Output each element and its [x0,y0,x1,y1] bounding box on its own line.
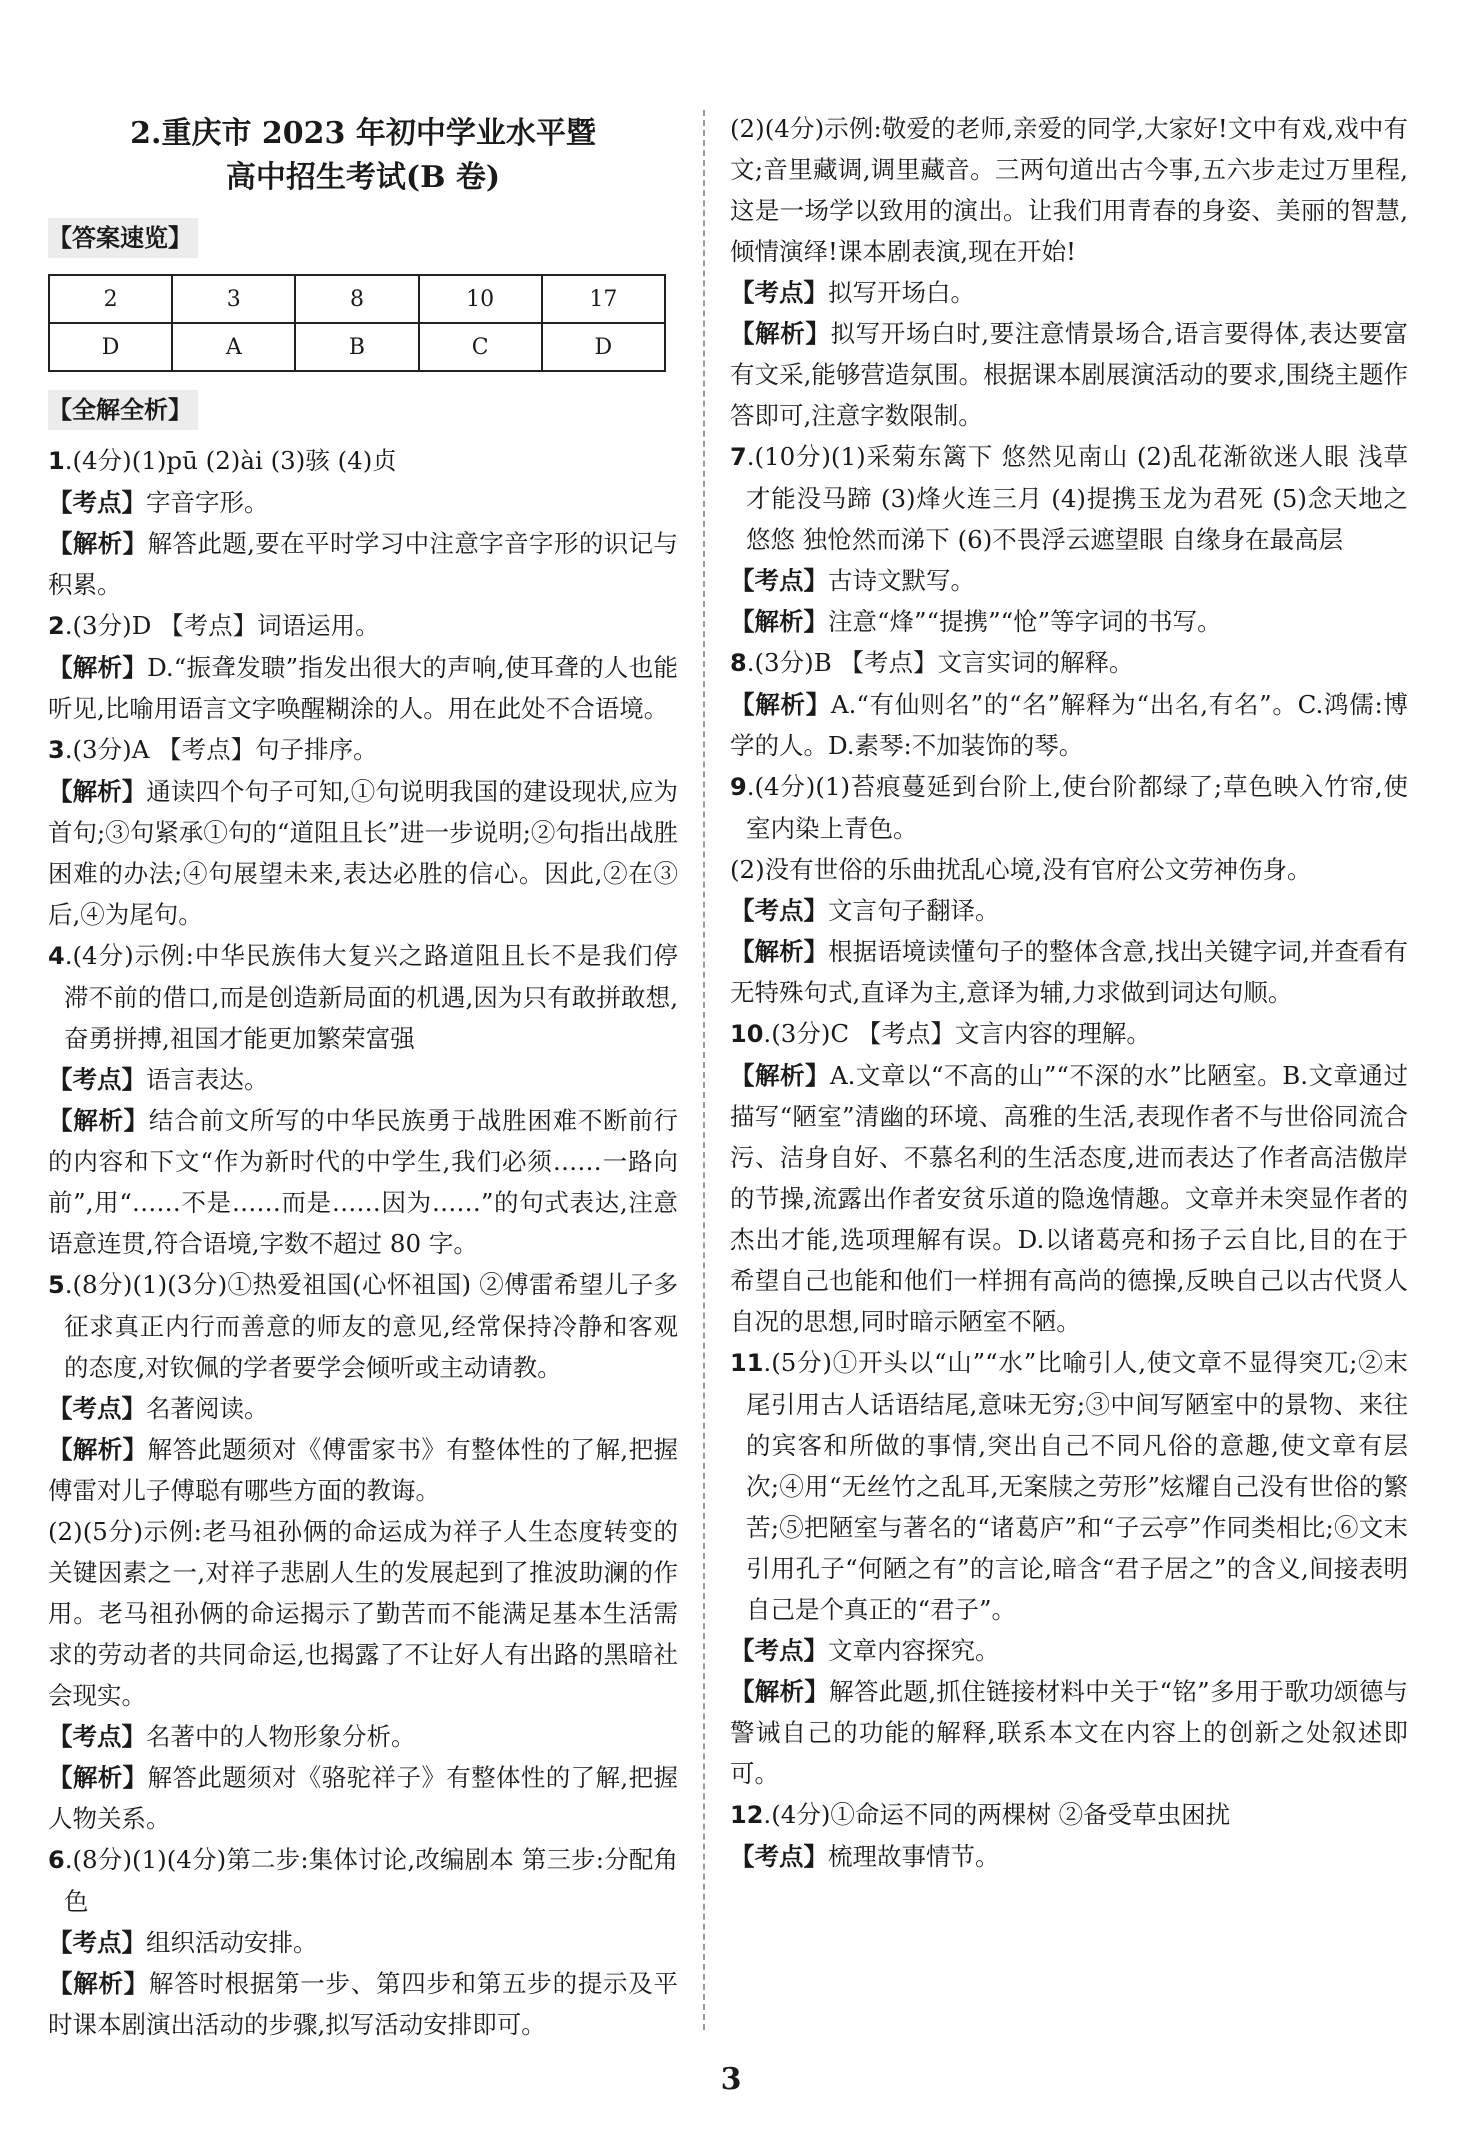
question-number: 8 [730,649,747,677]
paragraph [48,1388,678,1429]
paragraph-text: .(4分)(1)pū (2)ài (3)骇 (4)贞 [64,446,397,475]
paragraph [730,1836,1408,1877]
paragraph-text: 名著中的人物形象分析。 [146,1722,416,1751]
answer-key-answers-row [49,323,665,371]
label-tag: 【考点】 [48,1394,146,1423]
paragraph-text: 解答此题,抓住链接材料中关于“铭”多用于歌功颂德与警诫自己的功能的解释,联系本文在内容上的创新之处叙述即可。 [730,1677,1408,1788]
paragraph-text: 解答此题须对《傅雷家书》有整体性的了解,把握傅雷对儿子傅聪有哪些方面的教诲。 [48,1435,678,1505]
paragraph-text: 根据语境读懂句子的整体含意,找出关键字词,并查看有无特殊句式,直译为主,意译为辅,力求做到词达句顺。 [730,937,1409,1007]
paragraph [48,1716,678,1757]
paragraph [48,1059,678,1100]
paragraph-text: 文言句子翻译。 [828,896,1000,925]
paragraph-text: 语言表达。 [146,1065,269,1094]
paragraph-text: 古诗文默写。 [828,566,975,595]
column-divider [703,110,705,2030]
paragraph [730,436,1408,560]
paragraph [730,684,1408,766]
label-tag: 【解析】 [48,1969,149,1998]
paragraph [48,1100,678,1264]
label-tag: 【解析】 [730,1677,830,1706]
answer-key-number: 17 [542,275,665,323]
paragraph [730,849,1408,890]
label-tag: 【解析】 [48,1763,148,1792]
label-tag: 【考点】 [48,488,146,517]
paragraph-text: 文章内容探究。 [828,1636,1000,1665]
label-tag: 【解析】 [730,607,828,636]
answer-key-number: 3 [172,275,295,323]
paragraph [730,766,1408,849]
paragraph [730,890,1408,931]
paragraph [48,1264,678,1388]
paragraph-text: 结合前文所写的中华民族勇于战胜困难不断前行的内容和下文“作为新时代的中学生,我们必须……一路向前”,用“……不是……而是……因为……”的句式表达,注意语意连贯,符合语境,字数不超过 80 字。 [48,1106,679,1258]
paragraph [730,108,1408,272]
paragraph-text: .(10分)(1)采菊东篱下 悠然见南山 (2)乱花渐欲迷人眼 浅草才能没马蹄 (3)烽火连三月 (4)提携玉龙为君死 (5)念天地之悠悠 独怆然而涕下 (6)不畏浮云遮望眼 自缘身在最高层 [746,442,1408,554]
label-tag: 【解析】 [48,1106,149,1135]
label-tag: 【考点】 [730,278,828,307]
paragraph [48,605,678,647]
answer-key-answer: D [542,323,665,371]
paragraph [48,729,678,771]
paragraph-text: .(8分)(1)(3分)①热爱祖国(心怀祖国) ②傅雷希望儿子多征求真正内行而善意的师友的意见,经常保持冷静和客观的态度,对钦佩的学者要学会倾听或主动请教。 [64,1270,678,1382]
paragraph-text: 梳理故事情节。 [828,1842,1000,1871]
full-analysis-heading: 【全解全析】 [48,390,198,430]
page-title-line2: 高中招生考试(B 卷) [225,160,501,195]
answer-key-table [48,274,666,372]
label-tag: 【考点】 [730,896,828,925]
answer-key-answer: D [49,323,172,371]
question-number: 1 [48,447,65,475]
answer-key-answer: A [172,323,295,371]
paragraph [730,1013,1408,1055]
paragraph-text: .(4分)示例:中华民族伟大复兴之路道阻且长不是我们停滞不前的借口,而是创造新局面的机遇,因为只有敢拼敢想,奋勇拼搏,祖国才能更加繁荣富强 [64,941,678,1053]
label-tag: 【解析】 [730,690,831,719]
paragraph [48,935,678,1059]
paragraph-text: (2)没有世俗的乐曲扰乱心境,没有官府公文劳神伤身。 [730,855,1312,884]
paragraph [730,1630,1408,1671]
answer-key-number: 8 [295,275,418,323]
paragraph-text: .(8分)(1)(4分)第二步:集体讨论,改编剧本 第三步:分配角色 [64,1845,678,1916]
question-number: 4 [48,942,65,970]
paragraph-text: .(3分)A 【考点】句子排序。 [64,735,378,764]
question-number: 12 [730,1801,764,1829]
answer-key-heading: 【答案速览】 [48,218,198,258]
paragraph [48,440,678,482]
paragraph-text: (2)(4分)示例:敬爱的老师,亲爱的同学,大家好!文中有戏,戏中有文;音里藏调,调里藏音。三两句道出古今事,五六步走过万里程,这是一场学以致用的演出。让我们用青春的身姿、美丽的智慧,倾情演绎!课本剧表演,现在开始! [730,114,1408,266]
paragraph-text: .(3分)C 【考点】文言内容的理解。 [763,1019,1151,1048]
paragraph [730,313,1408,436]
paragraph [730,272,1408,313]
paragraph [48,482,678,523]
paragraph-text: .(4分)①命运不同的两棵树 ②备受草虫困扰 [763,1800,1231,1829]
left-body [48,440,678,2045]
page-title-line1: 2.重庆市 2023 年初中学业水平暨 [130,116,596,151]
label-tag: 【考点】 [730,1842,828,1871]
page-number: 3 [720,2062,742,2097]
paragraph [730,560,1408,601]
label-tag: 【考点】 [48,1065,146,1094]
paragraph-text: 字音字形。 [146,488,269,517]
label-tag: 【解析】 [48,529,148,558]
left-column [48,112,678,2045]
paragraph [730,1342,1408,1630]
paragraph [730,642,1408,684]
paragraph [730,931,1408,1013]
question-number: 9 [730,773,747,801]
paragraph-text: 解答此题,要在平时学习中注意字音字形的识记与积累。 [48,529,678,599]
paragraph [730,1055,1408,1342]
paragraph [48,1511,678,1716]
question-number: 7 [730,443,747,471]
question-number: 2 [48,612,65,640]
paragraph-text: 注意“烽”“提携”“怆”等字词的书写。 [828,607,1222,636]
paragraph [48,523,678,605]
label-tag: 【解析】 [48,1435,148,1464]
answer-key-number: 10 [419,275,542,323]
paragraph-text: 通读四个句子可知,①句说明我国的建设现状,应为首句;③句紧承①句的“道阻且长”进一步说明;②句指出战胜困难的办法;④句展望未来,表达必胜的信心。因此,②在③后,④为尾句。 [48,777,678,929]
paragraph [48,1757,678,1839]
right-body [730,108,1408,1877]
question-number: 3 [48,736,65,764]
question-number: 5 [48,1271,65,1299]
paragraph-text: (2)(5分)示例:老马祖孙俩的命运成为祥子人生态度转变的关键因素之一,对祥子悲剧人生的发展起到了推波助澜的作用。老马祖孙俩的命运揭示了勤苦而不能满足基本生活需求的劳动者的共同命运,也揭露了不让好人有出路的黑暗社会现实。 [48,1517,678,1710]
answer-key-numbers-row [49,275,665,323]
question-number: 11 [730,1349,764,1377]
label-tag: 【考点】 [48,1722,146,1751]
answer-key-answer: B [295,323,418,371]
paragraph-text: 组织活动安排。 [146,1928,318,1957]
paragraph-text: 名著阅读。 [146,1394,269,1423]
paragraph-text: 解答此题须对《骆驼祥子》有整体性的了解,把握人物关系。 [48,1763,678,1833]
paragraph [730,601,1408,642]
paragraph-text: A.“有仙则名”的“名”解释为“出名,有名”。C.鸿儒:博学的人。D.素琴:不加装饰的琴。 [730,690,1408,760]
label-tag: 【解析】 [730,1061,830,1090]
paragraph-text: .(4分)(1)苔痕蔓延到台阶上,使台阶都绿了;草色映入竹帘,使室内染上青色。 [746,772,1408,843]
question-number: 6 [48,1846,65,1874]
paragraph-text: 拟写开场白时,要注意情景场合,语言要得体,表达要富有文采,能够营造氛围。根据课本剧展演活动的要求,围绕主题作答即可,注意字数限制。 [730,319,1408,430]
paragraph-text: 解答时根据第一步、第四步和第五步的提示及平时课本剧演出活动的步骤,拟写活动安排即可。 [48,1969,679,2039]
label-tag: 【解析】 [730,319,831,348]
paragraph [48,647,678,729]
paragraph-text: A.文章以“不高的山”“不深的水”比陋室。B.文章通过描写“陋室”清幽的环境、高雅的生活,表现作者不与世俗同流合污、洁身自好、不慕名利的生活态度,进而表达了作者高洁傲岸的节操,流露出作者安贫乐道的隐逸情趣。文章并未突显作者的杰出才能,选项理解有误。D.以诸葛亮和扬子云自比,目的在于希望自己也能和他们一样拥有高尚的德操,反映自己以古代贤人自况的思想,同时暗示陋室不陋。 [730,1061,1409,1336]
label-tag: 【解析】 [48,653,148,682]
question-number: 10 [730,1020,764,1048]
paragraph-text: .(3分)D 【考点】词语运用。 [64,611,380,640]
paragraph [48,1839,678,1922]
label-tag: 【解析】 [730,937,829,966]
paragraph-text: .(3分)B 【考点】文言实词的解释。 [746,648,1134,677]
paragraph [48,1922,678,1963]
label-tag: 【考点】 [730,566,828,595]
right-column [730,108,1408,1877]
label-tag: 【考点】 [730,1636,828,1665]
paragraph [48,771,678,935]
paragraph-text: .(5分)①开头以“山”“水”比喻引人,使文章不显得突兀;②末尾引用古人话语结尾,意味无穷;③中间写陋室中的景物、来往的宾客和所做的事情,突出自己不同凡俗的意趣,使文章有层次;④用“无丝竹之乱耳,无案牍之劳形”炫耀自己没有世俗的繁苦;⑤把陋室与著名的“诸葛庐”和“子云亭”作同类相比;⑥文末引用孔子“何陋之有”的言论,暗含“君子居之”的含义,间接表明自己是个真正的“君子”。 [746,1348,1408,1624]
paragraph-text: 拟写开场白。 [828,278,975,307]
paragraph [730,1794,1408,1836]
answer-key-answer: C [419,323,542,371]
paragraph [730,1671,1408,1794]
paragraph [48,1963,678,2045]
paragraph [48,1429,678,1511]
answer-key-number: 2 [49,275,172,323]
paragraph-text: D.“振聋发聩”指发出很大的声响,使耳聋的人也能听见,比喻用语言文字唤醒糊涂的人。用在此处不合语境。 [48,653,678,723]
label-tag: 【解析】 [48,777,147,806]
label-tag: 【考点】 [48,1928,146,1957]
